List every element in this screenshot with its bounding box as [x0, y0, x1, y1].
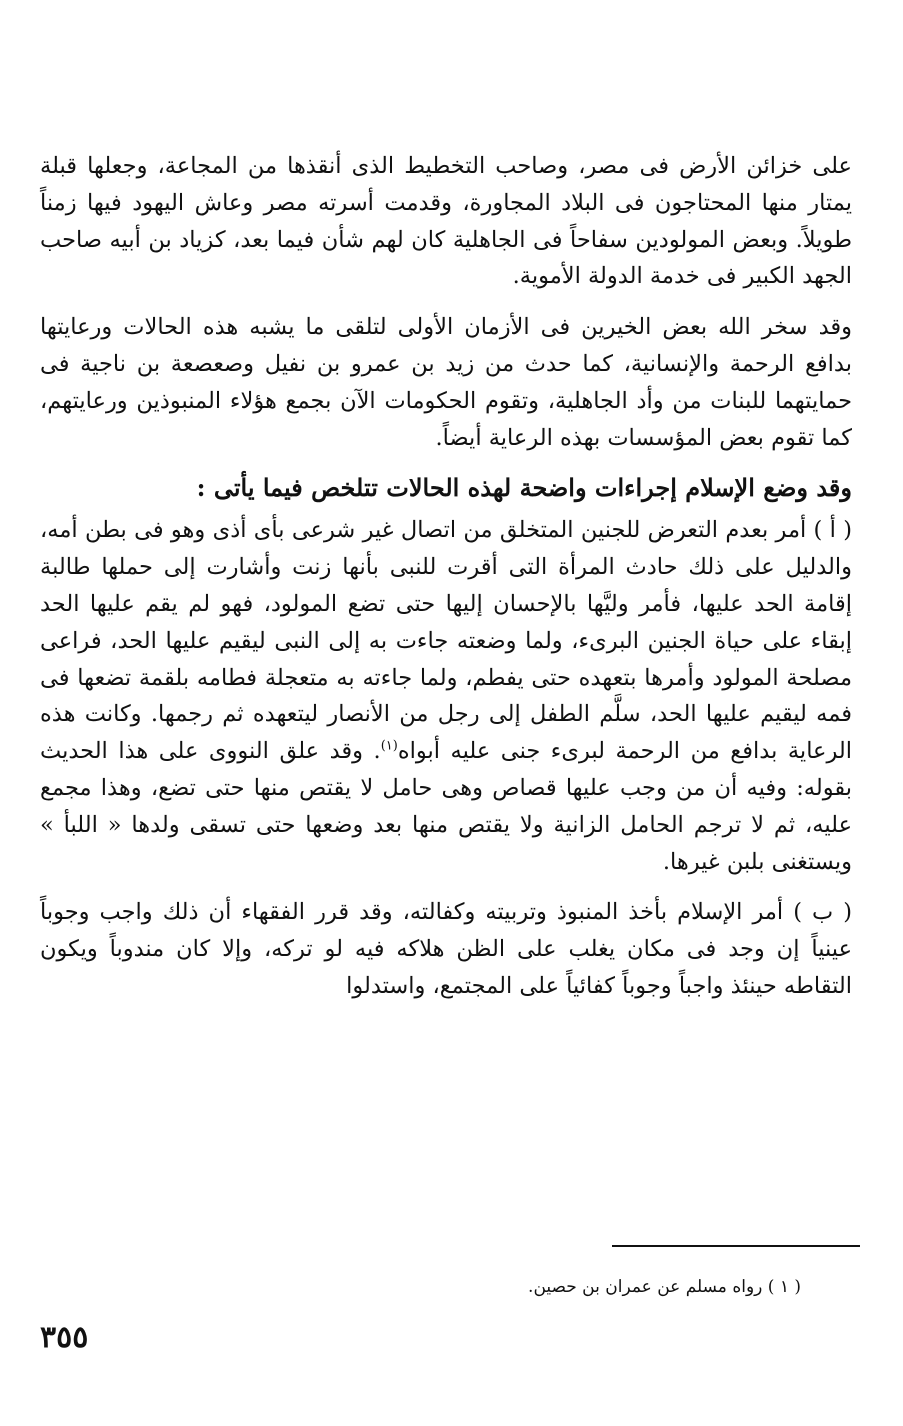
paragraph-item-a [40, 512, 852, 880]
paragraph-1: على خزائن الأرض فى مصر، وصاحب التخطيط الذى أنقذها من المجاعة، وجعلها قبلة يمتار منها المحتاجون فى البلاد المجاورة، وقدمت أسرته مصر وعاش اليهود فيها زمناً طويلاً. وبعض المولودين سفاحاً فى الجاهلية كان لهم شأن فيما بعد، كزياد بن أبيه صاحب الجهد الكبير فى خدمة الدولة الأموية. [40, 153, 852, 290]
paragraph-2: وقد سخر الله بعض الخيرين فى الأزمان الأولى لتلقى ما يشبه هذه الحالات ورعايتها بدافع الرحمة والإنسانية، كما حدث من زيد بن عمرو بن نفيل وصعصعة بن ناجية فى حمايتهما للبنات من وأد الجاهلية، وتقوم الحكومات الآن بجمع هؤلاء المنبوذين ورعايتهم، كما تقوم بعض المؤسسات بهذه الرعاية أيضاً. [40, 314, 852, 451]
item-a-text: ( أ ) أمر بعدم التعرض للجنين المتخلق من اتصال غير شرعى بأى أذى وهو فى بطن أمه، والدليل على ذلك حادث المرأة التى أقرت للنبى بأنها زنت وأشارت إلى حملها طالبة إقامة الحد عليها، فأمر وليَّها بالإحسان إليها حتى تضع المولود، فهو لم يقم عليها الحد إبقاء على حياة الجنين البرىء، ولما وضعته جاءت به إلى النبى ليقيم عليها الحد، فراعى مصلحة المولود وأمرها بتعهده حتى يفطم، ولما جاءته به متعجلة فطامه بلقمة تضعها فى فمه ليقيم عليها الحد، سلَّم الطفل إلى رجل من الأنصار ليتعهده ثم رجمها. وكانت هذه الرعاية بدافع من الرحمة لبرىء جنى عليه أبواه [40, 517, 852, 765]
footnote: ( ١ ) رواه مسلم عن عمران بن حصين. [528, 1277, 801, 1297]
item-a-text-continued: . وقد علق النووى على هذا الحديث بقوله: وفيه أن من وجب عليها قصاص وهى حامل لا يقتص منها حتى تضع، وهذا مجمع عليه، ثم لا ترجم الحامل الزانية ولا يقتص منها بعد وضعها حتى تسقى ولدها « اللبأ » ويستغنى بلبن غيرها. [40, 738, 852, 875]
footnote-reference[interactable]: (١) [380, 738, 398, 754]
section-heading: وقد وضع الإسلام إجراءات واضحة لهذه الحالات تتلخص فيما يأتى : [196, 473, 852, 503]
footnote-divider [612, 1245, 860, 1247]
page-number: ٣٥٥ [40, 1320, 89, 1355]
paragraph-item-b: ( ب ) أمر الإسلام بأخذ المنبوذ وتربيته وكفالته، وقد قرر الفقهاء أن ذلك واجب وجوباً عينياً إن وجد فى مكان يغلب على الظن هلاكه فيه لو تركه، وإلا كان مندوباً ويكون التقاطه حينئذ واجباً وجوباً كفائياً على المجتمع، واستدلوا [40, 899, 852, 999]
body-text [40, 148, 852, 1005]
